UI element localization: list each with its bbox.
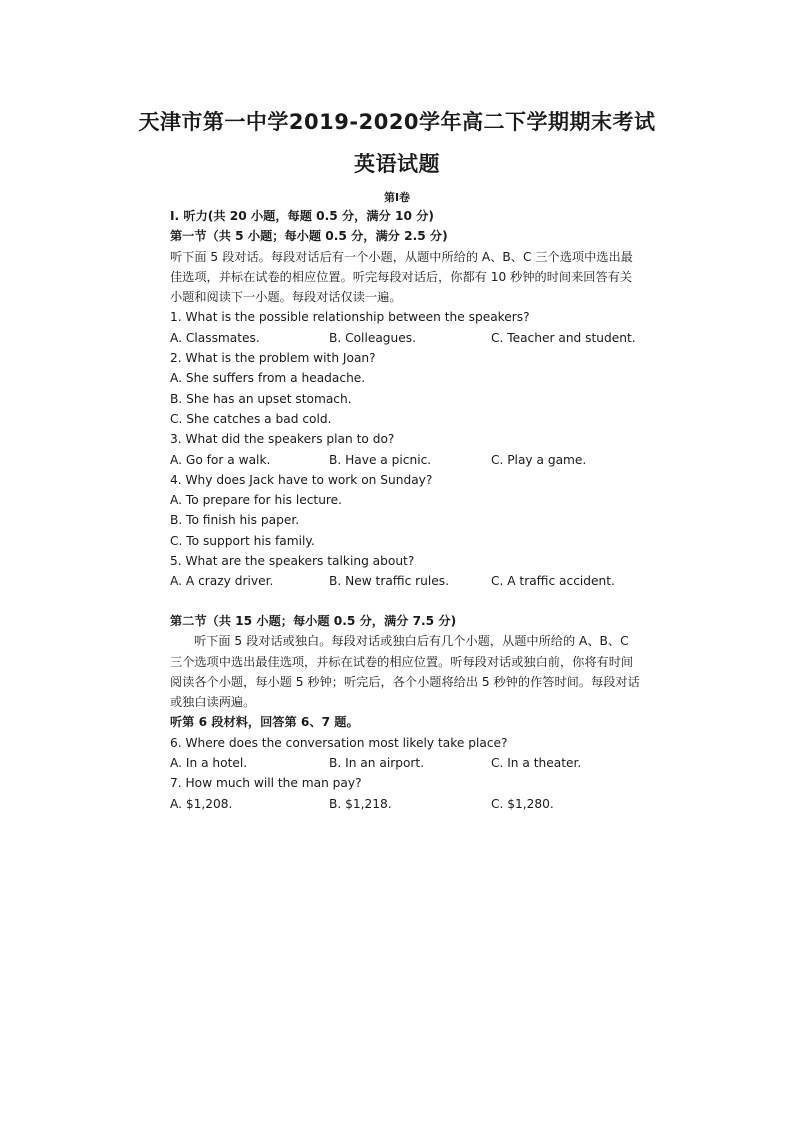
question-text: 2. What is the problem with Joan?: [170, 351, 376, 366]
option-c: C. Play a game.: [490, 452, 587, 467]
option-c: C. She catches a bad cold.: [170, 411, 332, 426]
question-options: [170, 328, 640, 348]
option-b: B. To finish his paper.: [170, 513, 300, 528]
question-options: [170, 794, 640, 814]
listening-section-1: [170, 206, 640, 592]
option-c: C. A traffic accident.: [490, 574, 615, 589]
option-a: A. Classmates.: [170, 330, 260, 345]
question-options: [170, 450, 640, 470]
option-b: B. She has an upset stomach.: [170, 391, 352, 406]
section1-heading: 第一节（共 5 小题；每小题 0.5 分，满分 2.5 分): [170, 229, 448, 244]
option-c: C. Teacher and student.: [490, 330, 636, 345]
option-b: B. Colleagues.: [328, 330, 416, 345]
section2-heading: 第二节（共 15 小题；每小题 0.5 分，满分 7.5 分): [170, 614, 457, 628]
material-heading: 听第 6 段材料，回答第 6、7 题。: [170, 715, 359, 730]
question-text: 5. What are the speakers talking about?: [170, 554, 415, 569]
option-a: A. Go for a walk.: [170, 452, 271, 467]
question-text: 4. Why does Jack have to work on Sunday?: [170, 472, 433, 487]
question-text: 7. How much will the man pay?: [170, 776, 362, 791]
option-c: C. In a theater.: [490, 756, 582, 771]
volume-label: 第Ⅰ卷: [383, 191, 411, 204]
option-a: A. In a hotel.: [170, 756, 248, 771]
exam-title: 天津市第一中学2019-2020学年高二下学期期末考试: [138, 110, 656, 134]
option-a: A. She suffers from a headache.: [170, 371, 366, 386]
option-b: B. $1,218.: [328, 796, 392, 811]
part-heading: I. 听力(共 20 小题，每题 0.5 分，满分 10 分): [170, 209, 434, 223]
listening-section-2: [170, 611, 640, 814]
question-text: 3. What did the speakers plan to do?: [170, 432, 395, 447]
option-a: A. A crazy driver.: [170, 574, 274, 589]
section1-instructions: 听下面 5 段对话。每段对话后有一个小题，从题中所给的 A、B、C 三个选项中选出最佳选项，并标在试卷的相应位置。听完每段对话后，你都有 10 秒钟的时间来回答有关小题和阅读下一小题。每段对话仅读一遍。: [170, 249, 633, 305]
option-b: B. New traffic rules.: [328, 574, 450, 589]
section2-instructions: 听下面 5 段对话或独白。每段对话或独白后有几个小题，从题中所给的 A、B、C 三个选项中选出最佳选项，并标在试卷的相应位置。听每段对话或独白前，你将有时间阅读各个小题，每小题 5 秒钟；听完后，各个小题将给出 5 秒钟的作答时间。每段对话或独白读两遍。: [170, 634, 640, 710]
exam-subtitle: 英语试题: [354, 152, 440, 176]
option-a: A. $1,208.: [170, 796, 233, 811]
question-text: 6. Where does the conversation most likely take place?: [170, 735, 508, 750]
question-options: [170, 753, 640, 773]
option-b: B. In an airport.: [328, 756, 425, 771]
option-a: A. To prepare for his lecture.: [170, 493, 343, 508]
option-c: C. To support his family.: [170, 533, 315, 548]
option-c: C. $1,280.: [490, 796, 554, 811]
option-b: B. Have a picnic.: [328, 452, 432, 467]
question-text: 1. What is the possible relationship between the speakers?: [170, 310, 530, 325]
question-options: [170, 571, 640, 591]
